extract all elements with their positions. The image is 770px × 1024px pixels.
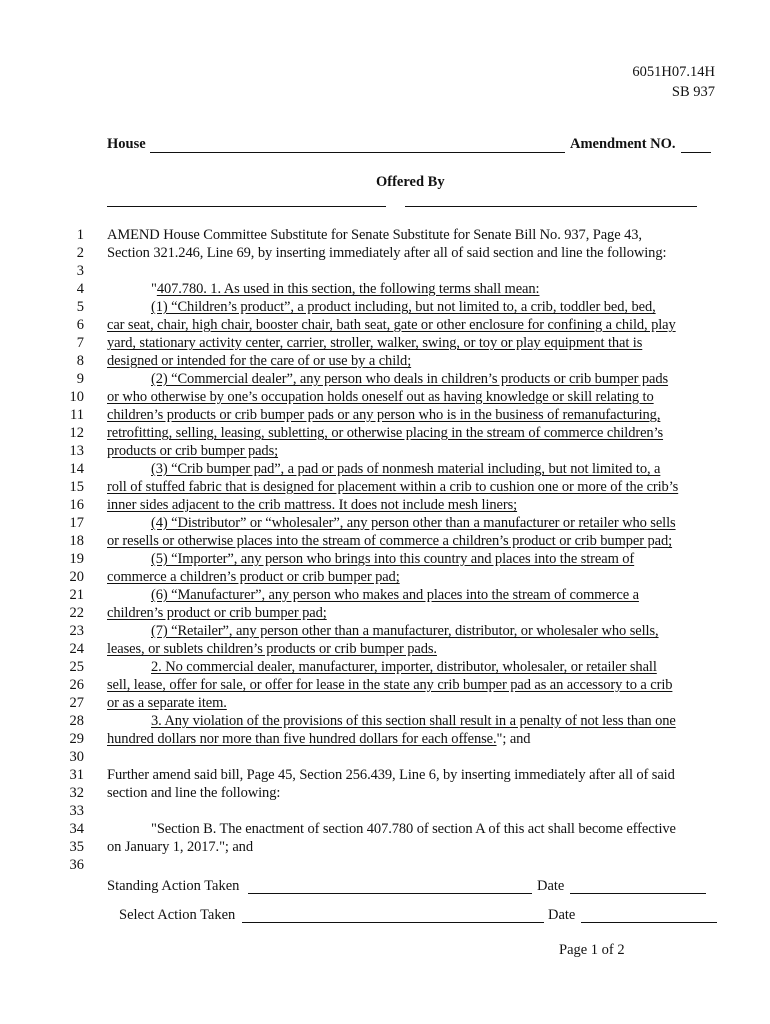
page-number: Page 1 of 2 xyxy=(559,942,625,958)
body-line: products or crib bumper pads; xyxy=(107,443,279,459)
body-line: yard, stationary activity center, carrier, stroller, walker, swing, or toy or play equipment that is xyxy=(107,335,643,351)
amendment-number-label: Amendment NO. xyxy=(570,136,676,152)
bill-number: SB 937 xyxy=(671,84,715,100)
body-line: "Section B. The enactment of section 407.780 of section A of this act shall become effective xyxy=(151,821,676,837)
body-line: children’s product or crib bumper pad; xyxy=(107,605,327,621)
line-number: 7 xyxy=(76,335,84,351)
line-number: 17 xyxy=(69,515,84,531)
line-number: 30 xyxy=(69,749,84,765)
standing-date-label: Date xyxy=(537,878,565,894)
house-blank-line xyxy=(150,152,565,153)
line-number: 31 xyxy=(69,767,84,783)
body-line: or resells or otherwise places into the stream of commerce a children’s product or crib bumper pad; xyxy=(107,533,673,549)
line-number: 6 xyxy=(76,317,84,333)
line-number: 24 xyxy=(69,641,84,657)
body-line: "407.780. 1. As used in this section, the following terms shall mean: xyxy=(151,281,540,297)
body-line: Section 321.246, Line 69, by inserting immediately after all of said section and line the following: xyxy=(107,245,667,261)
body-line: (4) “Distributor” or “wholesaler”, any person other than a manufacturer or retailer who sells xyxy=(151,515,676,531)
body-line: car seat, chair, high chair, booster chair, bath seat, gate or other enclosure for confining a child, play xyxy=(107,317,676,333)
line-number: 36 xyxy=(69,857,84,873)
body-line: hundred dollars nor more than five hundred dollars for each offense."; and xyxy=(107,731,531,747)
line-number: 13 xyxy=(69,443,84,459)
house-label: House xyxy=(107,136,146,152)
line-number: 33 xyxy=(69,803,84,819)
offered-by-line-right xyxy=(405,206,697,207)
body-line: on January 1, 2017."; and xyxy=(107,839,253,855)
line-number: 34 xyxy=(69,821,84,837)
body-line: (1) “Children’s product”, a product including, but not limited to, a crib, toddler bed, bed, xyxy=(151,299,656,315)
body-line: inner sides adjacent to the crib mattress. It does not include mesh liners; xyxy=(107,497,518,513)
body-line: (5) “Importer”, any person who brings into this country and places into the stream of xyxy=(151,551,635,567)
standing-action-blank xyxy=(248,893,532,894)
body-line: (7) “Retailer”, any person other than a manufacturer, distributor, or wholesaler who sells, xyxy=(151,623,659,639)
body-line: (6) “Manufacturer”, any person who makes and places into the stream of commerce a xyxy=(151,587,639,603)
line-number: 20 xyxy=(69,569,84,585)
line-number: 3 xyxy=(76,263,84,279)
line-number: 1 xyxy=(76,227,84,243)
body-line: AMEND House Committee Substitute for Senate Substitute for Senate Bill No. 937, Page 43, xyxy=(107,227,642,243)
line-number: 10 xyxy=(69,389,84,405)
body-line: commerce a children’s product or crib bumper pad; xyxy=(107,569,400,585)
standing-date-blank xyxy=(570,893,706,894)
line-number: 22 xyxy=(69,605,84,621)
body-line: leases, or sublets children’s products or crib bumper pads. xyxy=(107,641,437,657)
line-number: 29 xyxy=(69,731,84,747)
body-line: section and line the following: xyxy=(107,785,281,801)
line-number: 28 xyxy=(69,713,84,729)
line-number: 18 xyxy=(69,533,84,549)
line-number: 27 xyxy=(69,695,84,711)
line-number: 23 xyxy=(69,623,84,639)
line-number: 21 xyxy=(69,587,84,603)
offered-by-label: Offered By xyxy=(376,174,445,190)
line-number: 32 xyxy=(69,785,84,801)
select-date-blank xyxy=(581,922,717,923)
line-number: 8 xyxy=(76,353,84,369)
body-line: 2. No commercial dealer, manufacturer, importer, distributor, wholesaler, or retailer shall xyxy=(151,659,657,675)
body-line: roll of stuffed fabric that is designed for placement within a crib to cushion one or more of the crib’s xyxy=(107,479,679,495)
line-number: 19 xyxy=(69,551,84,567)
select-action-blank xyxy=(242,922,544,923)
body-line: designed or intended for the care of or use by a child; xyxy=(107,353,412,369)
body-line: or as a separate item. xyxy=(107,695,227,711)
body-line: 3. Any violation of the provisions of this section shall result in a penalty of not less than one xyxy=(151,713,676,729)
line-number: 9 xyxy=(76,371,84,387)
line-number: 25 xyxy=(69,659,84,675)
amendment-number-blank xyxy=(681,152,711,153)
line-number: 11 xyxy=(70,407,84,423)
body-line: Further amend said bill, Page 45, Section 256.439, Line 6, by inserting immediately after all of said xyxy=(107,767,675,783)
document-code: 6051H07.14H xyxy=(632,64,715,80)
line-number: 15 xyxy=(69,479,84,495)
line-number: 4 xyxy=(76,281,84,297)
select-action-label: Select Action Taken xyxy=(119,907,236,923)
body-line: retrofitting, selling, leasing, subletting, or otherwise placing in the stream of commerce children’s xyxy=(107,425,664,441)
body-line: (3) “Crib bumper pad”, a pad or pads of nonmesh material including, but not limited to, a xyxy=(151,461,661,477)
standing-action-label: Standing Action Taken xyxy=(107,878,240,894)
select-date-label: Date xyxy=(548,907,576,923)
body-line: (2) “Commercial dealer”, any person who deals in children’s products or crib bumper pads xyxy=(151,371,669,387)
line-number: 26 xyxy=(69,677,84,693)
line-number: 14 xyxy=(69,461,84,477)
line-number: 35 xyxy=(69,839,84,855)
body-line: children’s products or crib bumper pads or any person who is in the business of remanufacturing, xyxy=(107,407,661,423)
line-number: 5 xyxy=(76,299,84,315)
line-number: 12 xyxy=(69,425,84,441)
line-number: 16 xyxy=(69,497,84,513)
body-line: or who otherwise by one’s occupation holds oneself out as having knowledge or skill relating to xyxy=(107,389,654,405)
offered-by-line-left xyxy=(107,206,386,207)
document-id xyxy=(632,62,715,102)
line-number: 2 xyxy=(76,245,84,261)
body-line: sell, lease, offer for sale, or offer for lease in the state any crib bumper pad as an accessory to a crib xyxy=(107,677,673,693)
